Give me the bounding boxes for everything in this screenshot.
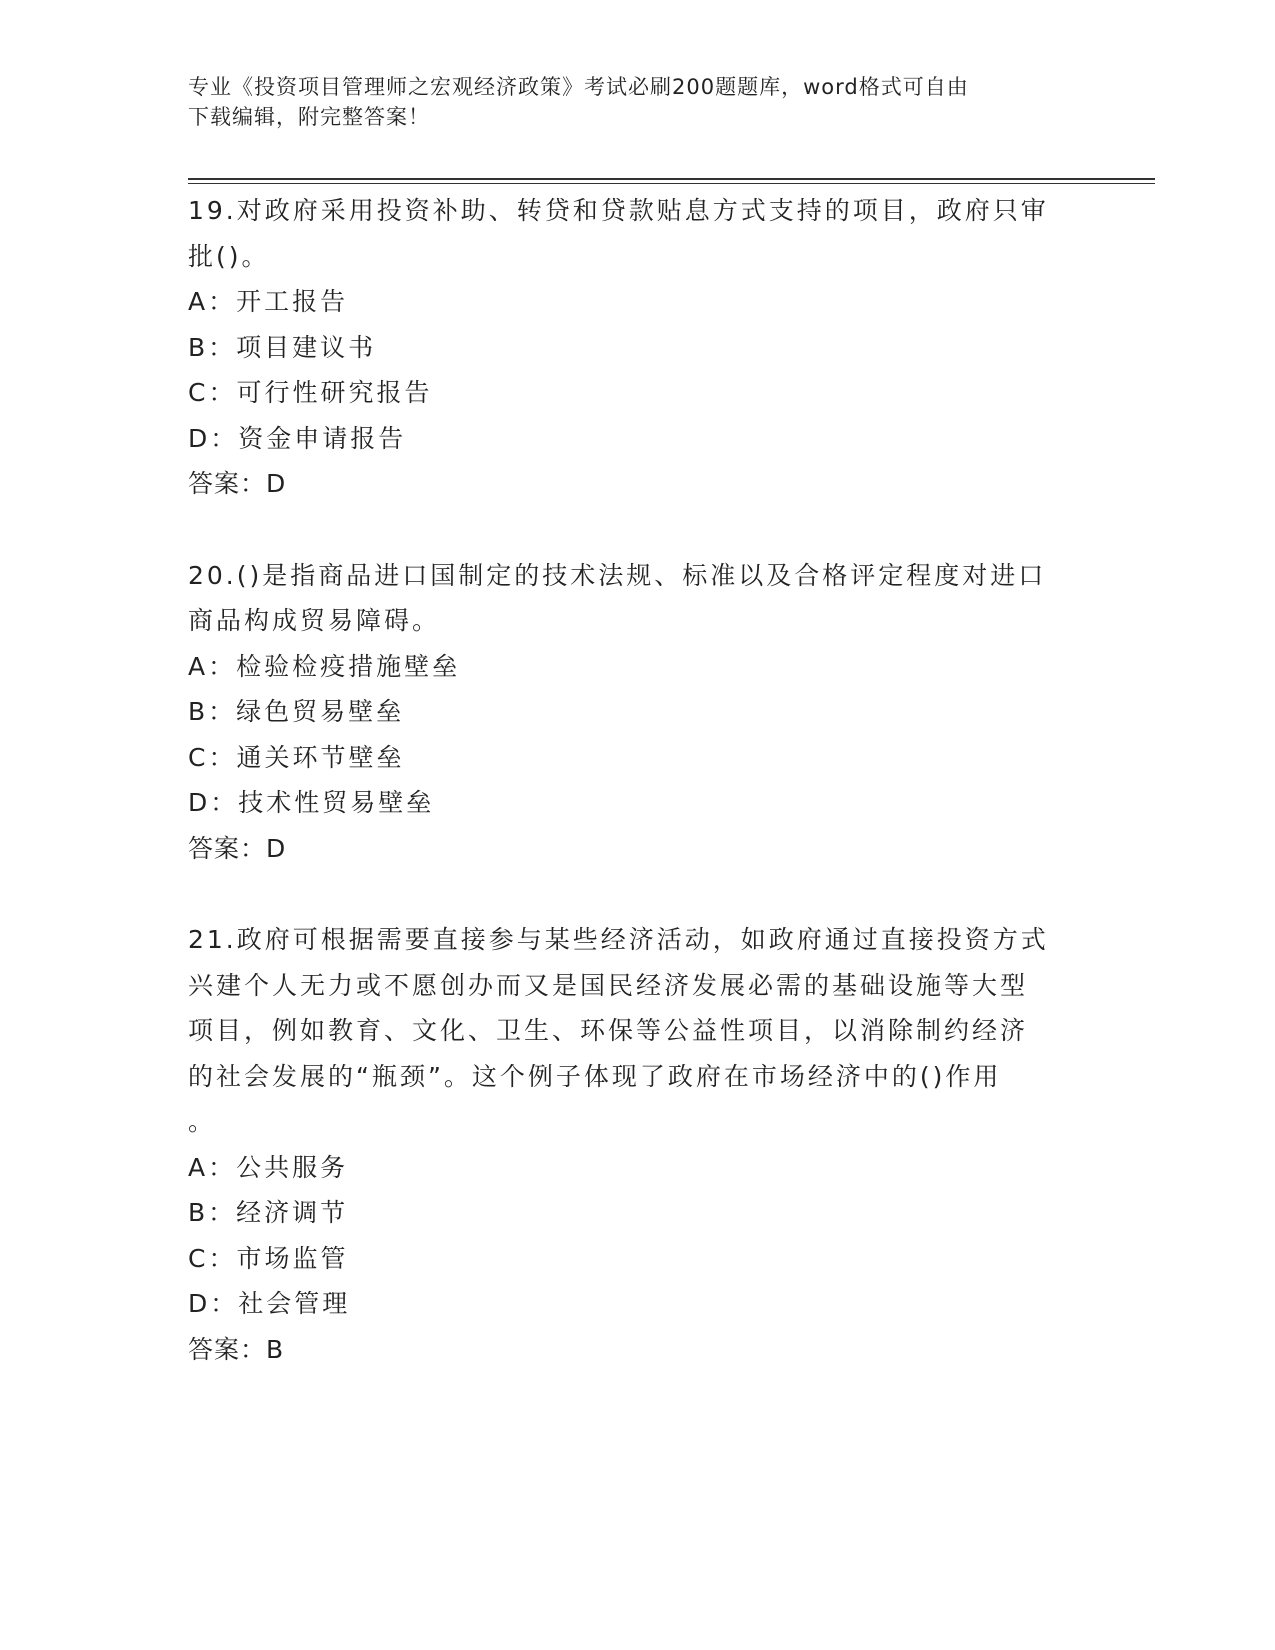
- answer: 答案：D: [188, 833, 287, 863]
- option-a: A：检验检疫措施壁垒: [188, 651, 461, 681]
- question-list: [188, 188, 1088, 1372]
- header-divider-thin: [188, 183, 1155, 184]
- question-stem: 19.对政府采用投资补助、转贷和贷款贴息方式支持的项目，政府只审 批()。: [188, 196, 1049, 271]
- option-d: D：资金申请报告: [188, 423, 407, 453]
- question-21: [188, 917, 1088, 1372]
- question-gap: [188, 507, 1088, 553]
- option-b: B：项目建议书: [188, 332, 377, 362]
- question-stem: 20.()是指商品进口国制定的技术法规、标准以及合格评定程度对进口 商品构成贸易障碍。: [188, 560, 1047, 635]
- question-20: [188, 553, 1088, 872]
- option-a: A：公共服务: [188, 1152, 349, 1182]
- option-a: A：开工报告: [188, 287, 349, 316]
- option-d: D：社会管理: [188, 1289, 351, 1318]
- question-gap: [188, 871, 1088, 917]
- answer: 答案：B: [188, 1334, 285, 1364]
- header-divider-thick: [188, 178, 1155, 180]
- option-d: D：技术性贸易壁垒: [188, 788, 435, 817]
- document-header: 专业《投资项目管理师之宏观经济政策》考试必刷200题题库，word格式可自由 下载编辑，附完整答案！: [188, 75, 969, 129]
- option-c: C：可行性研究报告: [188, 378, 433, 407]
- option-c: C：通关环节壁垒: [188, 742, 405, 772]
- answer: 答案：D: [188, 469, 287, 498]
- option-b: B：经济调节: [188, 1198, 349, 1227]
- question-stem: 21.政府可根据需要直接参与某些经济活动，如政府通过直接投资方式 兴建个人无力或不愿创办而又是国民经济发展必需的基础设施等大型 项目，例如教育、文化、卫生、环保等公益性项目，以消除制约经济 的社会发展的“瓶颈”。这个例子体现了政府在市场经济中的()作用 。: [188, 925, 1049, 1136]
- option-b: B：绿色贸易壁垒: [188, 697, 405, 726]
- option-c: C：市场监管: [188, 1243, 349, 1273]
- question-19: [188, 188, 1088, 507]
